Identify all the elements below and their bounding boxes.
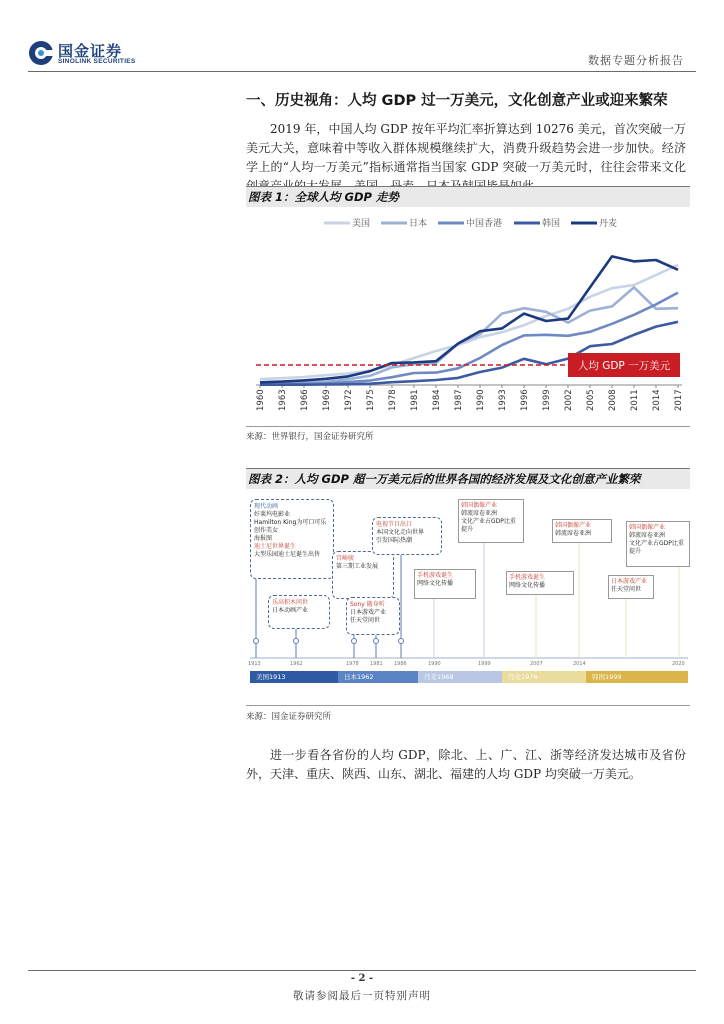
x-tick-label: 1966 [300, 389, 310, 411]
timeline-event-box: 乐高积木问世 日本动画产业 [268, 595, 330, 629]
figure-source: 来源：世界银行，国金证券研究所 [246, 432, 374, 442]
x-tick-label: 2005 [586, 389, 596, 411]
x-tick-label: 1993 [498, 389, 508, 411]
figure-title: 图表 1：全球人均 GDP 走势 [248, 190, 399, 204]
timeline-country-band: 韩国1999 [586, 671, 688, 683]
timeline-event-box: 日本游戏产业 任天堂问世 [608, 575, 654, 599]
timeline-year: 1986 [394, 661, 407, 667]
x-tick-label: 2011 [630, 389, 640, 411]
development-timeline [246, 491, 692, 696]
timeline-year: 2007 [530, 661, 543, 667]
body-paragraph: 进一步看各省份的人均 GDP，除北、上、广、江、浙等经济发达城市及省份外，天津、重庆、陕西、山东、湖北、福建的人均 GDP 均突破一万美元。 [246, 748, 686, 781]
figure-title: 图表 2：人均 GDP 超一万美元后的世界各国的经济发展及文化创意产业繁荣 [248, 472, 641, 486]
header-divider [28, 71, 696, 72]
x-tick-label: 1963 [278, 389, 288, 411]
legend-label: 美国 [352, 219, 371, 229]
logo-icon [28, 40, 54, 66]
x-tick-label: 1969 [322, 389, 332, 411]
timeline-event-box: 宫崎骏 第三期工业发展 [332, 551, 394, 599]
timeline-event-box: 手机游戏诞生 网络文化传播 [414, 569, 476, 599]
gdp-line-chart [246, 207, 690, 425]
legend-label: 日本 [409, 219, 428, 229]
figure-title-bar [246, 186, 690, 207]
logo-subtext: SINOLINK SECURITIES [58, 58, 136, 65]
timeline-country-band: 美国1913 [250, 671, 338, 683]
body-paragraph: 2019 年，中国人均 GDP 按年平均汇率折算达到 10276 美元，首次突破一万美元大关，意味着中等收入群体规模继续扩大，消费升级趋势会进一步加快。经济学上的“人均一万美元”指标通常指当国家 GDP 突破一万美元时，往往会带来文化 [246, 122, 686, 174]
timeline-year: 1962 [290, 661, 303, 667]
timeline-event-box: 手机游戏诞生 网络文化传播 [506, 571, 574, 595]
timeline-event-box: 韩国偶像产业 韩流席卷亚洲 [552, 519, 612, 543]
x-tick-label: 1990 [476, 389, 486, 411]
timeline-year: 2020 [672, 661, 685, 667]
timeline-year: 1990 [428, 661, 441, 667]
timeline-country-band: 丹麦1976 [502, 671, 586, 683]
reference-label: 人均 GDP 一万美元 [577, 360, 671, 372]
timeline-event-box: 韩国偶像产业 韩流席卷亚洲 文化产业占GDP比重提升 [458, 499, 524, 543]
timeline-year: 2014 [573, 661, 586, 667]
timeline-year: 1978 [346, 661, 359, 667]
x-tick-label: 1975 [366, 389, 376, 411]
timeline-country-band: 丹麦1968 [418, 671, 502, 683]
x-tick-label: 1996 [520, 389, 530, 411]
timeline-event-box: 韩国偶像产业 韩流席卷亚洲 文化产业占GDP比重提升 [626, 521, 690, 567]
figure-divider [246, 705, 690, 706]
x-tick-label: 2008 [608, 389, 618, 411]
section-title: 一、历史视角：人均 GDP 过一万美元，文化创意产业或迎来繁荣 [246, 93, 668, 109]
timeline-event-box: 现代动画 好莱坞电影业 Hamilton King为可口可乐创作美女 海报图 迪士尼世界诞生 大型乐园迪士尼诞生出售 [250, 499, 334, 579]
x-tick-label: 1960 [256, 389, 266, 411]
figure-divider [246, 426, 690, 427]
x-tick-label: 1978 [388, 389, 398, 411]
x-tick-label: 1999 [542, 389, 552, 411]
legend-label: 中国香港 [466, 219, 503, 229]
legend-label: 韩国 [542, 219, 561, 229]
page-number: - 2 - [350, 973, 374, 984]
x-tick-label: 2002 [564, 389, 574, 411]
x-tick-label: 1972 [344, 389, 354, 411]
timeline-year: 1913 [248, 661, 261, 667]
logo-text: 国金证券 [58, 42, 123, 60]
timeline-country-band: 日本1962 [338, 671, 418, 683]
x-tick-label: 1984 [432, 389, 442, 411]
figure-title-bar [246, 468, 690, 489]
footer-divider [28, 970, 696, 971]
legend-label: 丹麦 [599, 219, 618, 229]
report-type: 数据专题分析报告 [588, 54, 684, 67]
timeline-year: 1999 [478, 661, 491, 667]
x-tick-label: 1987 [454, 389, 464, 411]
timeline-year: 1981 [370, 661, 383, 667]
timeline-event-box: 电视节目出口 本国文化走向世界 引发国际热潮 [372, 517, 442, 555]
figure-source: 来源：国金证券研究所 [246, 712, 332, 722]
x-tick-label: 2014 [652, 389, 662, 411]
x-tick-label: 1981 [410, 389, 420, 411]
x-tick-label: 2017 [674, 389, 684, 411]
footer-disclaimer: 敬请参阅最后一页特别声明 [293, 990, 431, 1002]
timeline-event-box: Sony 随身听 日本游戏产业 任天堂问世 [346, 597, 400, 635]
